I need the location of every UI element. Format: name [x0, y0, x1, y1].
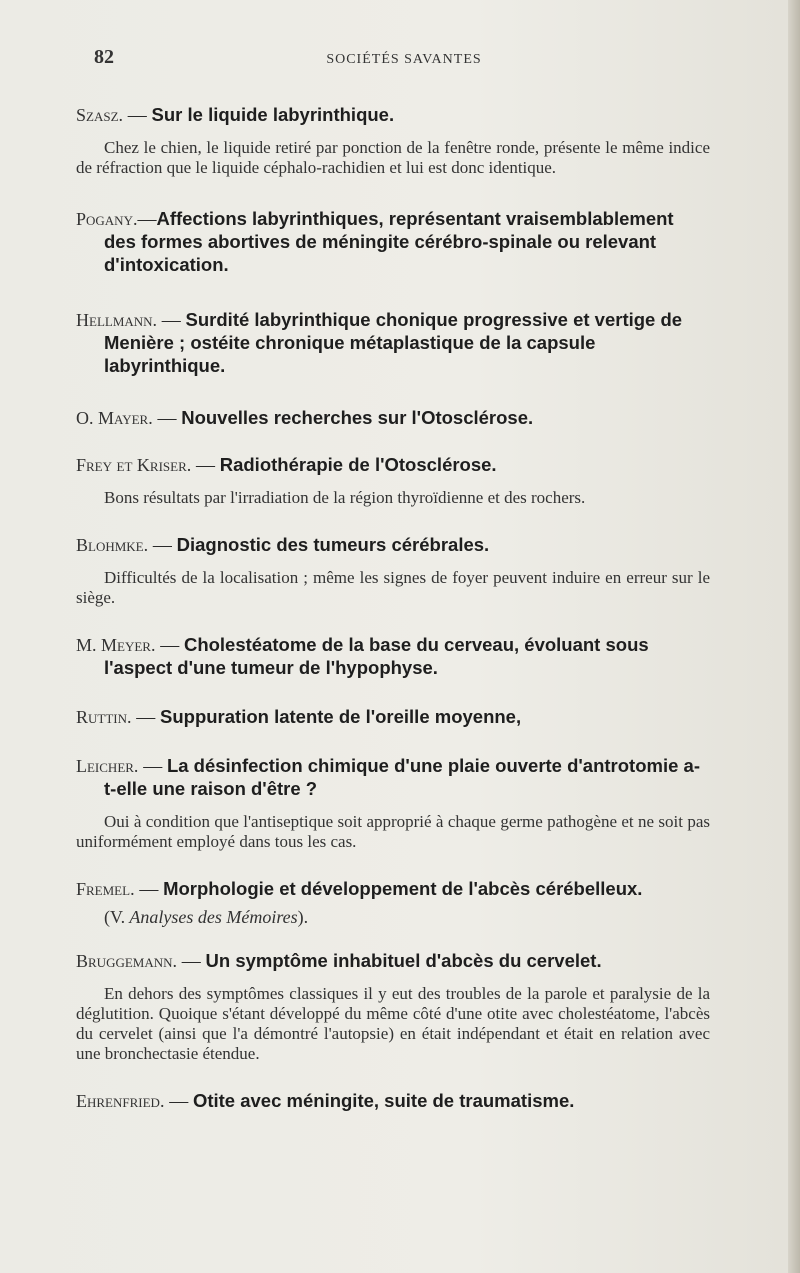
entry-heading [76, 755, 710, 801]
entry-dash: — [136, 707, 156, 728]
entry-summary: Bons résultats par l'irradiation de la région thyroïdienne et des rochers. [104, 488, 586, 507]
entry-blohmke [76, 534, 710, 608]
running-title: SOCIÉTÉS SAVANTES [326, 52, 482, 67]
cross-reference-note [104, 907, 710, 928]
entry-author: Ehrenfried. [76, 1091, 165, 1111]
entry-summary: Chez le chien, le liquide retiré par ponction de la fenêtre ronde, présente le même indice de réfraction que le liquide céphalo-rachidien et lui est donc identique. [76, 138, 710, 177]
entry-leicher [76, 755, 710, 852]
entry-heading [76, 454, 710, 477]
entry-dash: — [195, 455, 215, 476]
entry-author: Pogany. [76, 209, 138, 229]
note-reference: Analyses des Mémoires [129, 907, 298, 927]
entry-dash: — [137, 209, 157, 230]
entry-heading [76, 208, 710, 277]
entry-author: Hellmann. [76, 310, 158, 330]
entry-heading [76, 534, 710, 557]
entry-frey-kriser [76, 454, 710, 508]
page-edge [788, 0, 800, 1273]
entry-author: Blohmke. [76, 535, 149, 555]
entry-dash: — [181, 951, 201, 972]
entry-heading [76, 878, 710, 901]
entry-title: Sur le liquide labyrinthique. [151, 104, 395, 125]
entry-dash: — [157, 408, 177, 429]
entry-heading [76, 950, 710, 973]
entry-title: Surdité labyrinthique chonique progressive et vertige de Menière ; ostéite chronique métaplastique de la capsule labyrinthique. [104, 309, 683, 376]
entry-m-meyer [76, 634, 710, 680]
entry-title: Affections labyrinthiques, représentant vraisemblablement des formes abortives de méningite cérébro-spinale ou relevant d'intoxication. [104, 208, 674, 275]
note-open: (V. [104, 907, 126, 927]
entry-heading [76, 407, 710, 430]
entry-author: Bruggemann. [76, 951, 178, 971]
entry-author: Fremel. [76, 879, 135, 899]
entry-summary: Oui à condition que l'antiseptique soit approprié à chaque germe pathogène et ne soit pas uniformément employé dans tous les cas. [76, 812, 710, 851]
entry-heading [76, 309, 710, 378]
entry-author: Leicher. [76, 756, 139, 776]
entry-pogany [76, 208, 710, 277]
entry-fremel [76, 878, 710, 928]
entry-dash: — [160, 635, 180, 656]
entry-summary: Difficultés de la localisation ; même les signes de foyer peuvent induire en erreur sur le siège. [76, 568, 710, 607]
page-number: 82 [94, 46, 114, 68]
entry-dash: — [152, 535, 172, 556]
entry-author: Ruttin. [76, 707, 132, 727]
entry-title: Diagnostic des tumeurs cérébrales. [176, 534, 490, 555]
entry-title: Un symptôme inhabituel d'abcès du cervelet. [205, 950, 602, 971]
entry-szasz [76, 104, 710, 178]
entry-title: Nouvelles recherches sur l'Otosclérose. [181, 407, 534, 428]
entry-title: La désinfection chimique d'une plaie ouverte d'antrotomie a-t-elle une raison d'être ? [104, 755, 700, 799]
entry-heading [76, 634, 710, 680]
entry-dash: — [143, 756, 163, 777]
entry-hellmann [76, 309, 710, 378]
entry-dash: — [169, 1091, 189, 1112]
page-header [94, 46, 714, 76]
entry-o-mayer [76, 407, 710, 430]
entry-title: Otite avec méningite, suite de traumatisme. [192, 1090, 575, 1111]
entry-heading [76, 104, 710, 127]
entry-title: Cholestéatome de la base du cerveau, évoluant sous l'aspect d'une tumeur de l'hypophyse. [104, 634, 649, 678]
entry-ehrenfried [76, 1090, 710, 1113]
entry-author: M. Meyer. [76, 635, 156, 655]
entry-author: O. Mayer. [76, 408, 153, 428]
entry-summary: En dehors des symptômes classiques il y eut des troubles de la parole et paralysie de la déglutition. Quoique s'étant développé du même côté d'une otite avec cholestéatome, l'abcès du cervelet (ainsi que l'a démontré l'autopsie) en était indépendant et était en relation avec une bronchectasie étendue. [76, 984, 710, 1063]
entry-heading [76, 1090, 710, 1113]
entry-dash: — [139, 879, 159, 900]
entry-bruggemann [76, 950, 710, 1064]
entry-ruttin [76, 706, 710, 729]
entry-author: Szasz. [76, 105, 124, 125]
entry-heading [76, 706, 710, 729]
entry-title: Radiothérapie de l'Otosclérose. [219, 454, 497, 475]
entry-dash: — [161, 310, 181, 331]
entry-title: Morphologie et développement de l'abcès cérébelleux. [163, 878, 643, 899]
entry-dash: — [127, 105, 147, 126]
note-close: ). [297, 907, 309, 927]
entry-title: Suppuration latente de l'oreille moyenne, [160, 706, 522, 727]
abstracts-list [76, 104, 710, 1113]
entry-author: Frey et Kriser. [76, 455, 192, 475]
